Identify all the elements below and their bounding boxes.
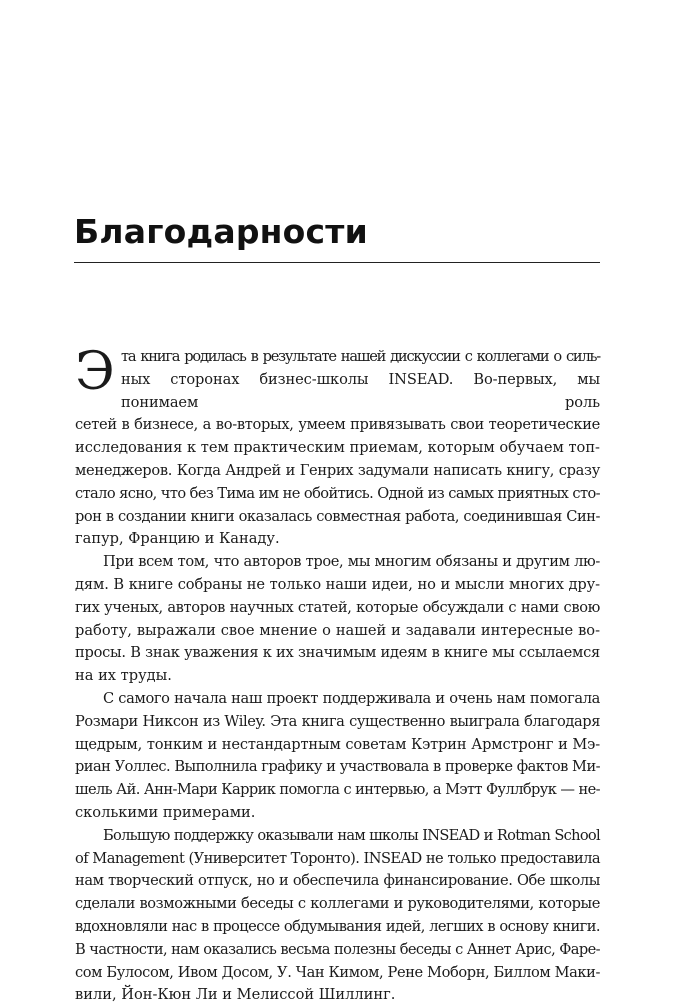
text-line: ных сторонах бизнес-школы INSEAD. Во-первых, мы понимаем роль [121, 370, 600, 411]
text-line: сделали возможными беседы с коллегами и руководителями, которые [75, 895, 600, 913]
chapter-heading: Благодарности [74, 212, 368, 251]
text-line: Розмари Никсон из Wiley. Эта книга существенно выиграла благодаря [75, 712, 600, 730]
text-line: гих ученых, авторов научных статей, которые обсуждали с нами свою [75, 598, 600, 616]
text-line: та книга родилась в результате нашей дискуссии с коллегами о силь- [121, 348, 600, 365]
text-line: При всем том, что авторов трое, мы многим обязаны и другим лю- [103, 553, 600, 571]
paragraph-3 [75, 688, 600, 825]
text-line: нам творческий отпуск, но и обеспечила финансирование. Обе школы [75, 872, 600, 890]
text-line: исследования к тем практическим приемам, которым обучаем топ- [75, 439, 600, 457]
text-line: на их труды. [75, 667, 172, 685]
text-line: гапур, Францию и Канаду. [75, 530, 280, 548]
text-line: сетей в бизнесе, а во-вторых, умеем привязывать свои теоретические [75, 416, 600, 434]
text-line: сом Булосом, Ивом Досом, У. Чан Кимом, Рене Моборн, Биллом Маки- [75, 963, 600, 981]
paragraph-1 [75, 342, 600, 551]
text-line: вили, Йон-Кюн Ли и Мелиссой Шиллинг. [75, 986, 396, 1004]
text-line: вдохновляли нас в процессе обдумывания идей, легших в основу книги. [75, 917, 600, 935]
paragraph-4 [75, 825, 600, 1007]
text-line: работу, выражали свое мнение о нашей и задавали интересные во- [75, 621, 600, 639]
text-line: менеджеров. Когда Андрей и Генрих задумали написать книгу, сразу [75, 461, 600, 479]
drop-cap: Э [75, 342, 115, 402]
text-line: просы. В знак уважения к их значимым идеям в книге мы ссылаемся [75, 644, 600, 662]
text-line: of Management (Университет Торонто). INSEAD не только предоставила [75, 849, 600, 867]
text-line: риан Уоллес. Выполнила графику и участвовала в проверке фактов Ми- [75, 758, 600, 776]
text-line: Большую поддержку оказывали нам школы INSEAD и Rotman School [103, 826, 600, 844]
text-line: стало ясно, что без Тима им не обойтись. Одной из самых приятных сто- [75, 484, 600, 502]
text-line: сколькими примерами. [75, 803, 256, 821]
text-line: рон в создании книги оказалась совместная работа, соединившая Син- [75, 507, 600, 525]
text-line: В частности, нам оказались весьма полезны беседы с Аннет Арис, Фаре- [75, 940, 600, 958]
heading-rule [74, 262, 600, 263]
text-line: щедрым, тонким и нестандартным советам Кэтрин Армстронг и Мэ- [75, 735, 600, 753]
text-line: шель Ай. Анн-Мари Каррик помогла с интервью, а Мэтт Фуллбрук — не- [75, 781, 600, 799]
text-line: С самого начала наш проект поддерживала и очень нам помогала [103, 689, 600, 707]
text-line: дям. В книге собраны не только наши идеи, но и мысли многих дру- [75, 575, 600, 593]
chapter-body [75, 342, 600, 1007]
paragraph-2 [75, 551, 600, 688]
